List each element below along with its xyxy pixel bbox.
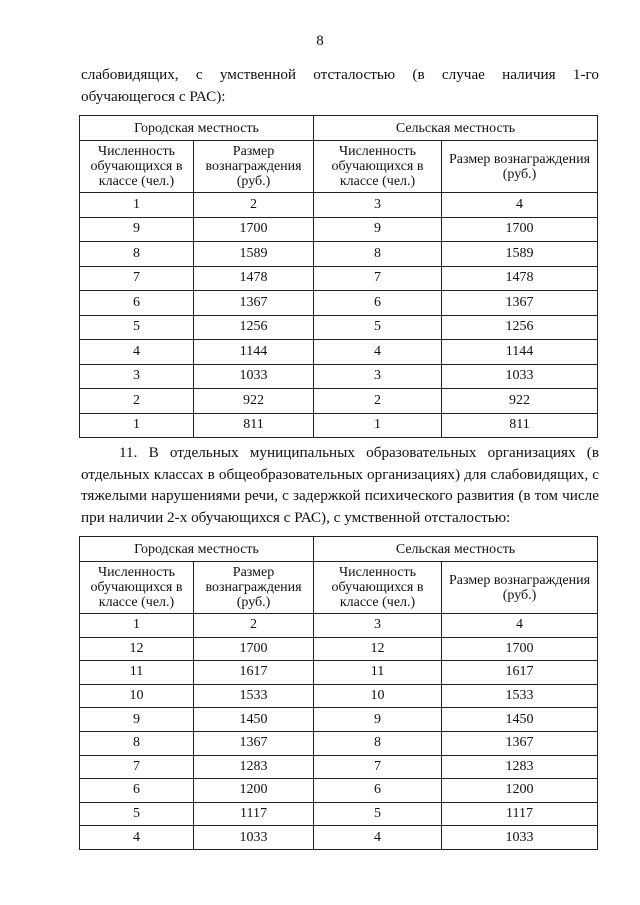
cell-count-urban: 7 (80, 266, 194, 291)
column-number: 4 (442, 614, 598, 638)
cell-amount-rural: 1589 (442, 242, 598, 267)
table-row (80, 315, 598, 340)
table-row (80, 731, 598, 755)
cell-amount-rural: 1533 (442, 684, 598, 708)
page-number: 8 (316, 33, 324, 49)
cell-count-urban: 4 (80, 826, 194, 850)
header-urban: Городская местность (80, 116, 314, 141)
cell-amount-urban: 1033 (194, 826, 314, 850)
column-number: 2 (194, 193, 314, 218)
header-amount-urban: Размер вознаграждения (руб.) (194, 562, 314, 614)
header-rural: Сельская местность (314, 537, 598, 562)
cell-count-urban: 8 (80, 242, 194, 267)
cell-amount-urban: 1617 (194, 661, 314, 685)
table-row (80, 755, 598, 779)
cell-amount-urban: 1200 (194, 779, 314, 803)
cell-amount-urban: 1144 (194, 340, 314, 365)
header-rural: Сельская местность (314, 116, 598, 141)
reward-table-2 (79, 536, 598, 850)
header-count-rural: Численность обучающихся в классе (чел.) (314, 562, 442, 614)
cell-amount-rural: 1700 (442, 217, 598, 242)
cell-amount-rural: 1367 (442, 731, 598, 755)
table-row (80, 291, 598, 316)
cell-count-rural: 2 (314, 389, 442, 414)
table-row (80, 661, 598, 685)
table-body (80, 637, 598, 849)
cell-amount-urban: 1700 (194, 637, 314, 661)
cell-amount-urban: 1478 (194, 266, 314, 291)
cell-count-rural: 6 (314, 779, 442, 803)
cell-amount-rural: 1700 (442, 637, 598, 661)
header-amount-urban: Размер вознаграждения (руб.) (194, 141, 314, 193)
table-row (80, 637, 598, 661)
cell-amount-rural: 1144 (442, 340, 598, 365)
column-number: 3 (314, 193, 442, 218)
table-row (80, 826, 598, 850)
cell-count-urban: 6 (80, 779, 194, 803)
cell-amount-urban: 811 (194, 413, 314, 438)
table-row (80, 802, 598, 826)
cell-count-urban: 11 (80, 661, 194, 685)
cell-amount-rural: 1478 (442, 266, 598, 291)
item-11-paragraph: 11. В отдельных муниципальных образовательных организациях (в отдельных классах в общеобразовательных организациях) для слабовидящих, с тяжелыми нарушениями речи, с задержкой психического развития (в том числе при наличии 2-х обучающихся с РАС), с умственной отсталостью: (81, 444, 599, 526)
column-number: 2 (194, 614, 314, 638)
column-number: 4 (442, 193, 598, 218)
cell-count-urban: 5 (80, 315, 194, 340)
cell-count-rural: 9 (314, 217, 442, 242)
cell-amount-urban: 1367 (194, 731, 314, 755)
table-row (80, 413, 598, 438)
cell-amount-urban: 1283 (194, 755, 314, 779)
cell-count-rural: 8 (314, 242, 442, 267)
table-body (80, 217, 598, 438)
cell-count-urban: 9 (80, 217, 194, 242)
cell-count-rural: 10 (314, 684, 442, 708)
table-row (80, 364, 598, 389)
cell-amount-rural: 1200 (442, 779, 598, 803)
header-count-urban: Численность обучающихся в классе (чел.) (80, 141, 194, 193)
cell-count-urban: 5 (80, 802, 194, 826)
table-row (80, 242, 598, 267)
table-row (80, 266, 598, 291)
header-count-rural: Численность обучающихся в классе (чел.) (314, 141, 442, 193)
table-row (80, 340, 598, 365)
cell-amount-urban: 922 (194, 389, 314, 414)
cell-amount-urban: 1450 (194, 708, 314, 732)
cell-amount-rural: 1033 (442, 826, 598, 850)
cell-count-urban: 3 (80, 364, 194, 389)
table-row (80, 217, 598, 242)
table-row (80, 779, 598, 803)
cell-count-rural: 7 (314, 266, 442, 291)
cell-count-urban: 6 (80, 291, 194, 316)
cell-amount-rural: 1283 (442, 755, 598, 779)
cell-count-rural: 11 (314, 661, 442, 685)
column-number: 1 (80, 614, 194, 638)
cell-count-urban: 12 (80, 637, 194, 661)
cell-count-rural: 12 (314, 637, 442, 661)
header-amount-rural: Размер вознаграждения (руб.) (442, 141, 598, 193)
cell-count-urban: 2 (80, 389, 194, 414)
cell-amount-urban: 1256 (194, 315, 314, 340)
cell-amount-urban: 1033 (194, 364, 314, 389)
cell-count-rural: 5 (314, 315, 442, 340)
cell-amount-urban: 1589 (194, 242, 314, 267)
cell-amount-urban: 1117 (194, 802, 314, 826)
cell-count-rural: 4 (314, 826, 442, 850)
cell-amount-rural: 1367 (442, 291, 598, 316)
cell-amount-urban: 1367 (194, 291, 314, 316)
table-row (80, 708, 598, 732)
cell-count-rural: 7 (314, 755, 442, 779)
header-amount-rural: Размер вознаграждения (руб.) (442, 562, 598, 614)
cell-count-urban: 8 (80, 731, 194, 755)
cell-count-rural: 4 (314, 340, 442, 365)
cell-count-urban: 7 (80, 755, 194, 779)
cell-amount-rural: 1117 (442, 802, 598, 826)
column-number: 1 (80, 193, 194, 218)
table-row (80, 389, 598, 414)
cell-count-rural: 6 (314, 291, 442, 316)
cell-count-rural: 3 (314, 364, 442, 389)
reward-table-1 (79, 115, 598, 438)
column-number: 3 (314, 614, 442, 638)
column-number-row (80, 193, 598, 218)
cell-count-urban: 10 (80, 684, 194, 708)
cell-amount-rural: 1033 (442, 364, 598, 389)
cell-amount-urban: 1533 (194, 684, 314, 708)
cell-count-rural: 8 (314, 731, 442, 755)
cell-amount-rural: 922 (442, 389, 598, 414)
cell-amount-rural: 1450 (442, 708, 598, 732)
cell-count-rural: 5 (314, 802, 442, 826)
intro-paragraph: слабовидящих, с умственной отсталостью (в случае наличия 1-го обучающегося с РАС): (81, 66, 599, 105)
header-count-urban: Численность обучающихся в классе (чел.) (80, 562, 194, 614)
cell-count-urban: 4 (80, 340, 194, 365)
cell-amount-rural: 1617 (442, 661, 598, 685)
column-number-row (80, 614, 598, 638)
cell-count-urban: 1 (80, 413, 194, 438)
cell-count-urban: 9 (80, 708, 194, 732)
cell-count-rural: 1 (314, 413, 442, 438)
table-row (80, 684, 598, 708)
cell-amount-rural: 811 (442, 413, 598, 438)
cell-amount-urban: 1700 (194, 217, 314, 242)
cell-amount-rural: 1256 (442, 315, 598, 340)
header-urban: Городская местность (80, 537, 314, 562)
cell-count-rural: 9 (314, 708, 442, 732)
